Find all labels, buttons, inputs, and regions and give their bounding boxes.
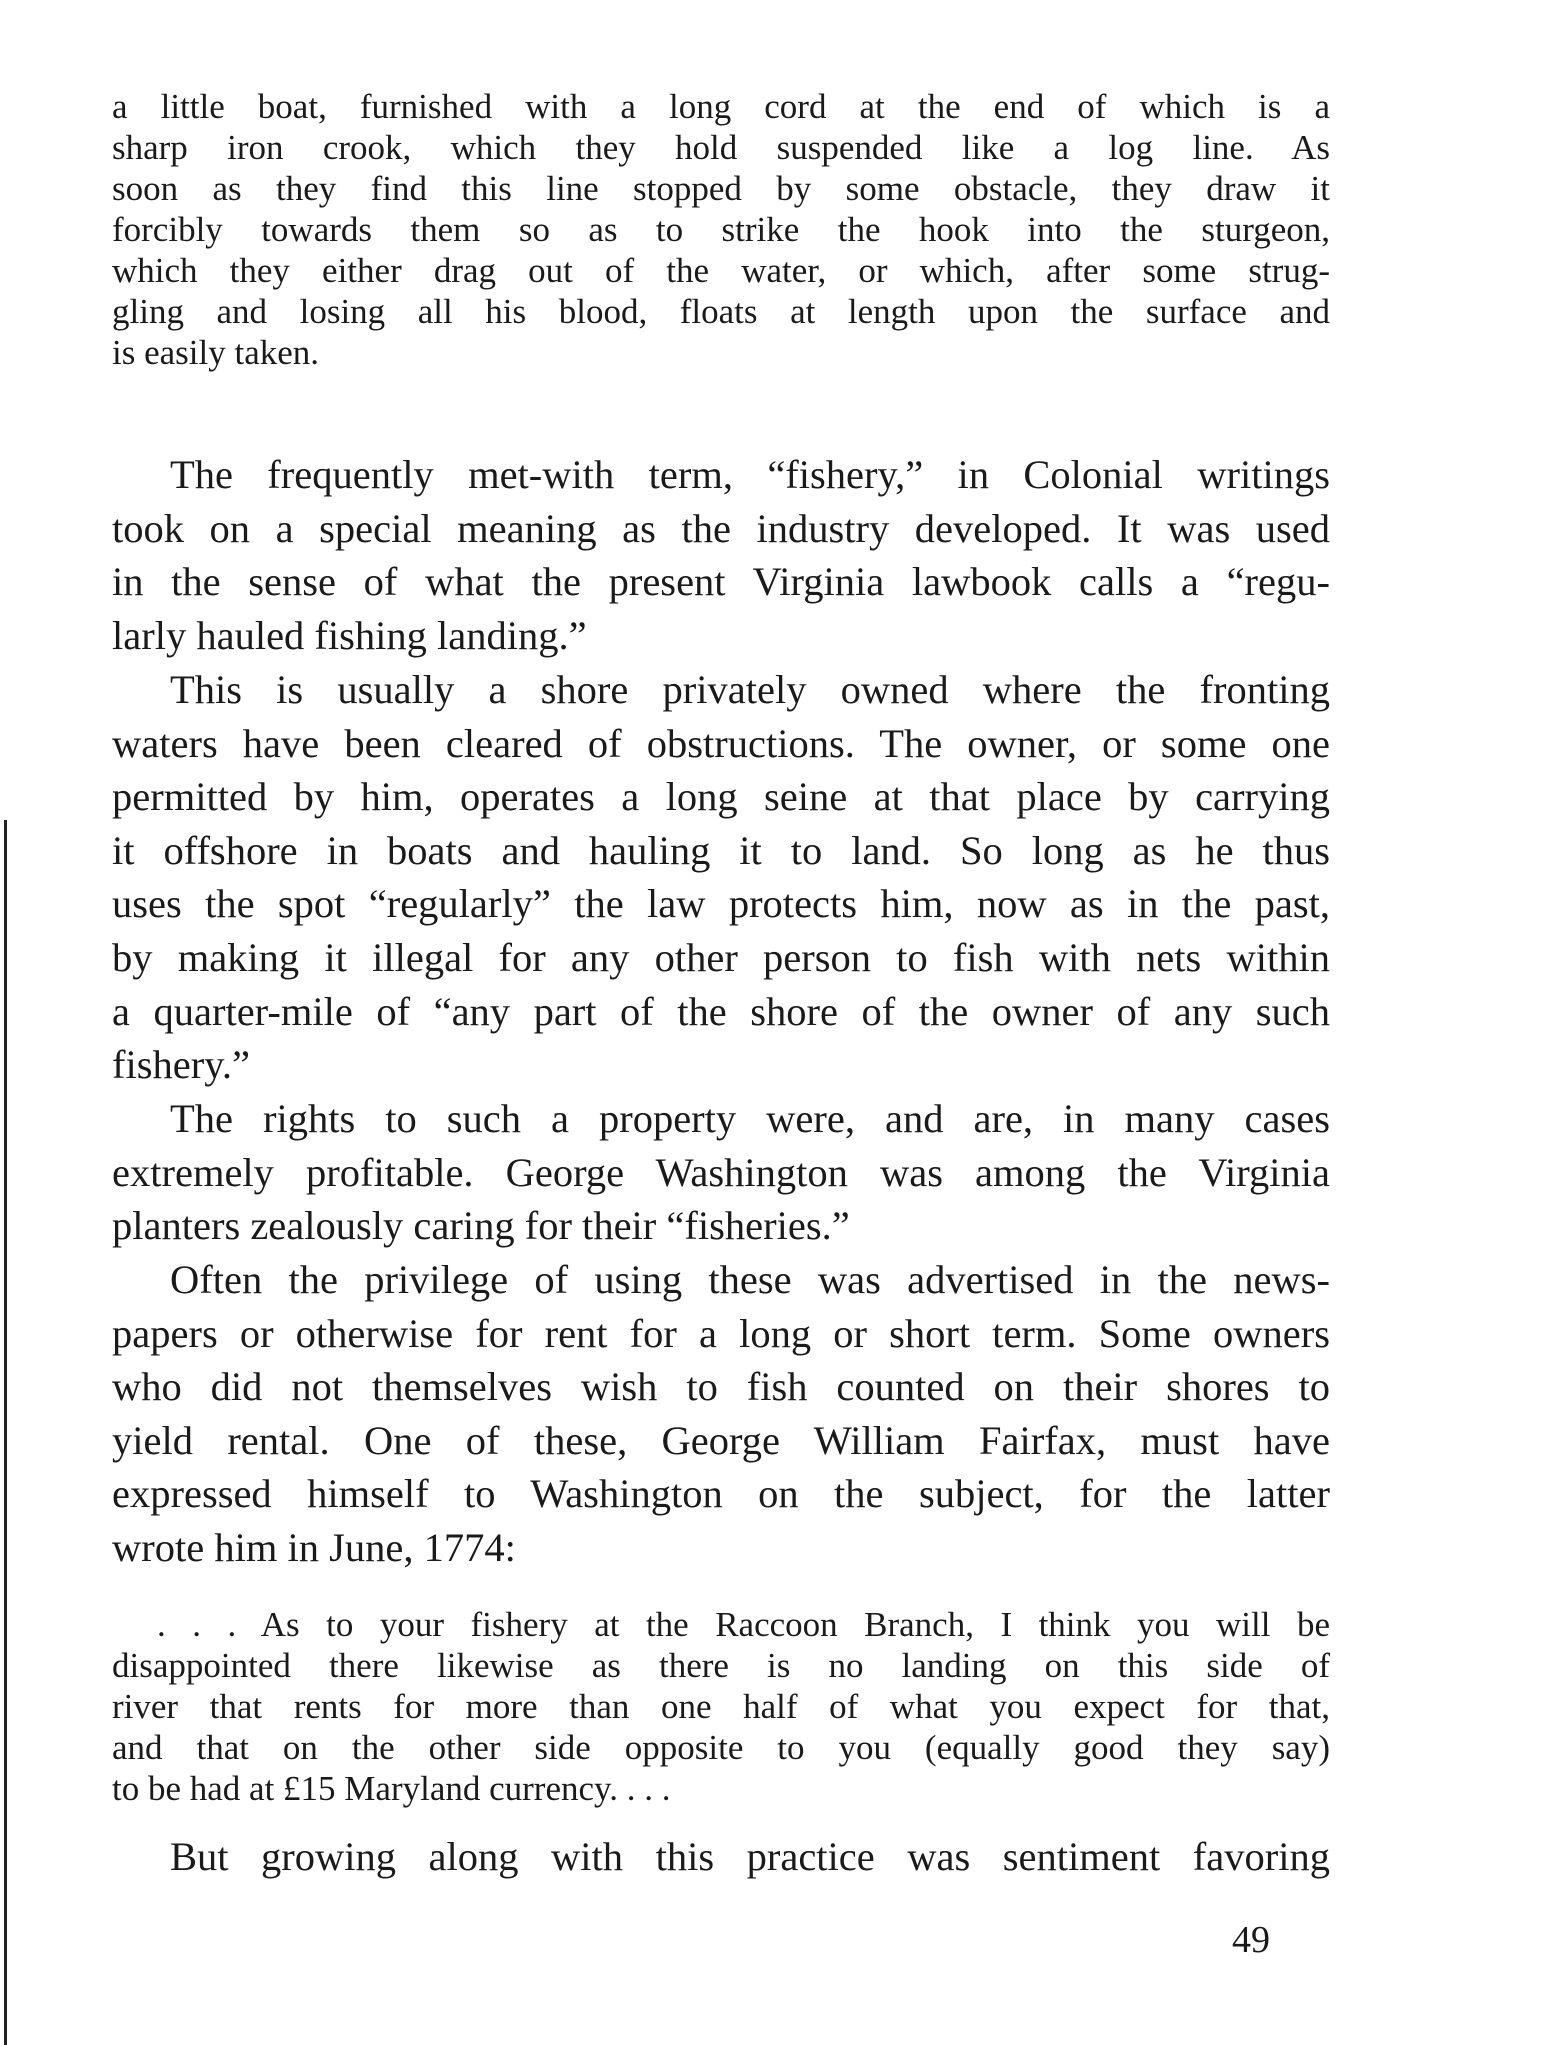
paragraph-rights-profitable — [112, 1092, 1330, 1253]
text-line: waters have been cleared of obstructions. The owner, or some one — [112, 720, 1330, 766]
paragraph-fishery-term — [112, 448, 1330, 662]
text-line: and that on the other side opposite to you (equally good they say) — [112, 1728, 1330, 1767]
text-line: gling and losing all his blood, floats at length upon the surface and — [112, 292, 1330, 331]
text-line: is easily taken. — [112, 333, 320, 372]
page-number: 49 — [1232, 1919, 1270, 1961]
paragraph-shore-owned — [112, 663, 1330, 1092]
text-line: extremely profitable. George Washington was among the Virginia — [112, 1149, 1330, 1195]
text-line: soon as they find this line stopped by some obstacle, they draw it — [112, 169, 1330, 208]
text-line: river that rents for more than one half of what you expect for that, — [112, 1687, 1330, 1726]
text-line: This is usually a shore privately owned where the fronting — [170, 667, 1330, 712]
text-line: wrote him in June, 1774: — [112, 1524, 516, 1570]
text-line: The rights to such a property were, and are, in many cases — [170, 1096, 1330, 1141]
text-line: expressed himself to Washington on the subject, for the latter — [112, 1471, 1330, 1517]
text-line: papers or otherwise for rent for a long or short term. Some owners — [112, 1310, 1330, 1356]
paragraph-growing-sentiment — [112, 1830, 1330, 1884]
page-edge-rule — [4, 820, 7, 2045]
text-line: disappointed there likewise as there is no landing on this side of — [112, 1646, 1330, 1685]
text-line: to be had at £15 Maryland currency. . . . — [112, 1769, 671, 1808]
text-line: uses the spot “regularly” the law protects him, now as in the past, — [112, 881, 1330, 927]
text-line: a quarter-mile of “any part of the shore of the owner of any such — [112, 988, 1330, 1034]
text-line: yield rental. One of these, George William Fairfax, must have — [112, 1417, 1330, 1463]
text-line: fishery.” — [112, 1042, 250, 1088]
text-line: permitted by him, operates a long seine at that place by carrying — [112, 774, 1330, 820]
intro-quote-block — [112, 86, 1330, 373]
text-line: But growing along with this practice was sentiment favoring — [170, 1834, 1330, 1879]
text-line: in the sense of what the present Virginia lawbook calls a “regu- — [112, 559, 1330, 605]
text-line: took on a special meaning as the industry developed. It was used — [112, 505, 1330, 551]
paragraph-rental-advertised — [112, 1253, 1330, 1575]
text-line: larly hauled fishing landing.” — [112, 612, 587, 658]
text-line: forcibly towards them so as to strike the hook into the sturgeon, — [112, 210, 1330, 249]
text-line: a little boat, furnished with a long cord at the end of which is a — [112, 87, 1330, 126]
text-line: planters zealously caring for their “fisheries.” — [112, 1203, 850, 1249]
text-line: by making it illegal for any other person to fish with nets within — [112, 934, 1330, 980]
text-line: who did not themselves wish to fish counted on their shores to — [112, 1364, 1330, 1410]
text-line: it offshore in boats and hauling it to land. So long as he thus — [112, 827, 1330, 873]
text-line: The frequently met-with term, “fishery,” in Colonial writings — [170, 452, 1330, 497]
text-line: which they either drag out of the water, or which, after some strug- — [112, 251, 1330, 290]
text-line: . . . As to your fishery at the Raccoon Branch, I think you will be — [157, 1605, 1330, 1644]
washington-letter-quote — [112, 1604, 1330, 1809]
text-line: Often the privilege of using these was advertised in the news- — [170, 1257, 1330, 1302]
text-line: sharp iron crook, which they hold suspended like a log line. As — [112, 128, 1330, 167]
